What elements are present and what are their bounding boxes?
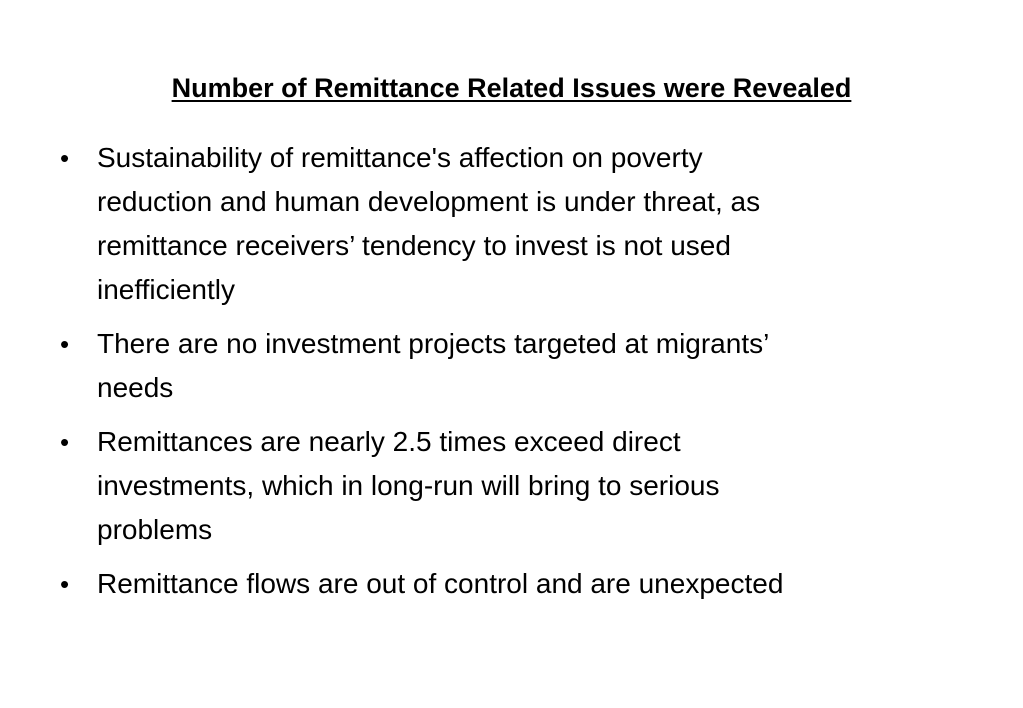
bullet-line: Remittance flows are out of control and are unexpected xyxy=(97,568,784,599)
bullet-point-icon: • xyxy=(60,427,70,457)
bullet-item xyxy=(58,420,938,552)
bullet-line: There are no investment projects targeted at migrants’ xyxy=(97,328,770,359)
bullet-line: problems xyxy=(97,514,213,545)
bullet-point-icon: • xyxy=(60,569,70,599)
bullet-point-icon: • xyxy=(60,143,70,173)
bullet-line: remittance receivers’ tendency to invest is not used xyxy=(97,230,731,261)
bullet-item xyxy=(58,322,938,410)
bullet-line: Remittances are nearly 2.5 times exceed direct xyxy=(97,426,681,457)
bullet-point-icon: • xyxy=(60,329,70,359)
bullet-line: investments, which in long-run will bring to serious xyxy=(97,470,720,501)
bullet-line: reduction and human development is under threat, as xyxy=(97,186,761,217)
bullet-item xyxy=(58,562,938,606)
bullet-item xyxy=(58,136,938,312)
bullet-list xyxy=(58,136,938,616)
slide-title: Number of Remittance Related Issues were Revealed xyxy=(171,73,852,103)
bullet-line: needs xyxy=(97,372,174,403)
bullet-line: Sustainability of remittance's affection on poverty xyxy=(97,142,703,173)
bullet-line: inefficiently xyxy=(97,274,236,305)
